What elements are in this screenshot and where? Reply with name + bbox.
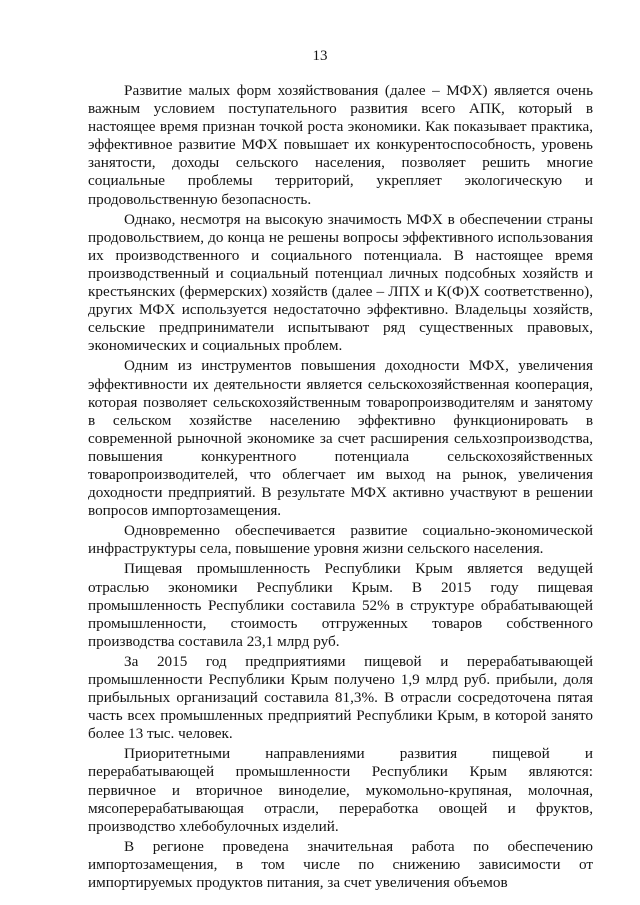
- paragraph-cooperation: Одним из инструментов повышения доходности МФХ, увеличения эффективности их деятельности является сельскохозяйственная кооперация, которая позволяет сельскохозяйственным товаропроизводителям и занятому в сельском хозяйстве населению эффективно функционировать в современной рыночной экономике за счет расширения сельхозпроизводства, повышения конкурентного потенциала сельскохозяйственных товаропроизводителей, что облегчает им выход на рынок, увеличения доходности предприятий. В результате МФХ активно участвуют в решении вопросов импортозамещения.: [88, 357, 593, 520]
- paragraph-food-industry: Пищевая промышленность Республики Крым является ведущей отраслью экономики Республики Крым. В 2015 году пищевая промышленность Республики составила 52% в структуре обрабатывающей промышленности, стоимость отгруженных товаров собственного производства составила 23,1 млрд руб.: [88, 560, 593, 650]
- page-body: [88, 82, 593, 894]
- page-number: 13: [312, 48, 328, 64]
- paragraph-infrastructure: Одновременно обеспечивается развитие социально-экономической инфраструктуры села, повышение уровня жизни сельского населения.: [88, 522, 593, 558]
- paragraph-mfh-potential: Однако, несмотря на высокую значимость МФХ в обеспечении страны продовольствием, до конца не решены вопросы эффективного использования их производственного и социального потенциала. В настоящее время производственный и социальный потенциал личных подсобных хозяйств и крестьянских (фермерских) хозяйств (далее – ЛПХ и К(Ф)Х соответственно), других МФХ используется недостаточно эффективно. Владельцы хозяйств, сельские предприниматели испытывают ряд существенных правовых, экономических и социальных проблем.: [88, 210, 593, 355]
- paragraph-priorities: Приоритетными направлениями развития пищевой и перерабатывающей промышленности Республики Крым являются: первичное и вторичное виноделие, мукомольно-крупяная, молочная, мясоперерабатывающая отрасли, переработка овощей и фруктов, производство хлебобулочных изделий.: [88, 745, 593, 835]
- paragraph-import-substitution: В регионе проведена значительная работа по обеспечению импортозамещения, в том числе по снижению зависимости от импортируемых продуктов питания, за счет увеличения объемов: [88, 837, 593, 892]
- paragraph-profit-2015: За 2015 год предприятиями пищевой и перерабатывающей промышленности Республики Крым получено 1,9 млрд руб. прибыли, доля прибыльных организаций составила 81,3%. В отрасли сосредоточена пятая часть всех промышленных предприятий Республики Крым, в которой занято более 13 тыс. человек.: [88, 652, 593, 743]
- paragraph-mfh-development: Развитие малых форм хозяйствования (далее – МФХ) является очень важным условием поступательного развития всего АПК, который в настоящее время признан точкой роста экономики. Как показывает практика, эффективное развитие МФХ повышает их конкурентоспособность, уровень занятости, доходы сельского населения, позволяет решить многие социальные проблемы территорий, укрепляет экологическую и продовольственную безопасность.: [88, 82, 593, 208]
